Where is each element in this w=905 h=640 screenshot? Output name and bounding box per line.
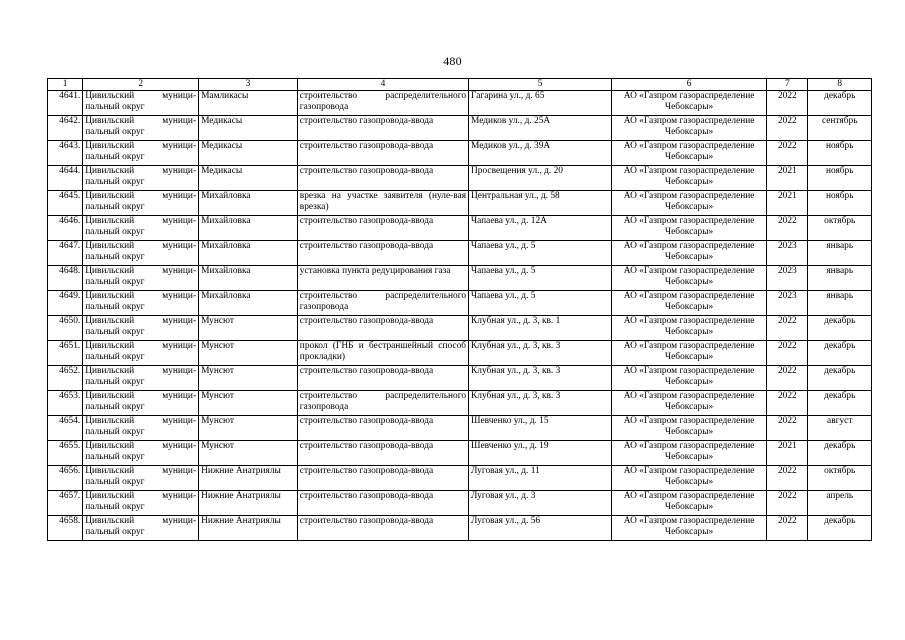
row-number-cell: 4645.	[48, 191, 83, 216]
organization-cell: АО «Газпром газораспределение Чебоксары»	[612, 491, 767, 516]
settlement-cell: Михайловка	[199, 216, 298, 241]
work-type-cell: строительство газопровода-ввода	[297, 316, 468, 341]
organization-cell: АО «Газпром газораспределение Чебоксары»	[612, 116, 767, 141]
address-cell: Медиков ул., д. 25А	[469, 116, 612, 141]
row-number-cell: 4646.	[48, 216, 83, 241]
address-cell: Клубная ул., д. 3, кв. 3	[469, 391, 612, 416]
district-cell: Цивильский муници-пальный округ	[83, 466, 199, 491]
row-number-cell: 4652.	[48, 366, 83, 391]
row-number-cell: 4647.	[48, 241, 83, 266]
address-cell: Луговая ул., д. 56	[469, 516, 612, 541]
organization-cell: АО «Газпром газораспределение Чебоксары»	[612, 266, 767, 291]
month-cell: ноябрь	[808, 191, 872, 216]
row-number-cell: 4657.	[48, 491, 83, 516]
table-row	[48, 391, 872, 416]
month-cell: декабрь	[808, 366, 872, 391]
month-cell: декабрь	[808, 391, 872, 416]
work-type-cell: строительство газопровода-ввода	[297, 141, 468, 166]
year-cell: 2022	[767, 216, 808, 241]
table-row	[48, 166, 872, 191]
work-type-cell: строительство газопровода-ввода	[297, 491, 468, 516]
work-type-cell: прокол (ГНБ и бестраншейный способ прокладки)	[297, 341, 468, 366]
organization-cell: АО «Газпром газораспределение Чебоксары»	[612, 466, 767, 491]
month-cell: декабрь	[808, 441, 872, 466]
table-body	[48, 91, 872, 541]
district-cell: Цивильский муници-пальный округ	[83, 391, 199, 416]
month-cell: сентябрь	[808, 116, 872, 141]
month-cell: декабрь	[808, 341, 872, 366]
page-number: 480	[443, 54, 462, 68]
address-cell: Чапаева ул., д. 5	[469, 291, 612, 316]
column-header: 1	[48, 79, 83, 91]
table-row	[48, 266, 872, 291]
district-cell: Цивильский муници-пальный округ	[83, 166, 199, 191]
district-cell: Цивильский муници-пальный округ	[83, 441, 199, 466]
year-cell: 2022	[767, 141, 808, 166]
settlement-cell: Мунсют	[199, 391, 298, 416]
gasification-table	[47, 78, 872, 541]
work-type-cell: строительство газопровода-ввода	[297, 241, 468, 266]
year-cell: 2021	[767, 441, 808, 466]
address-cell: Чапаева ул., д. 12А	[469, 216, 612, 241]
work-type-cell: строительство распределительного газопровода	[297, 291, 468, 316]
district-cell: Цивильский муници-пальный округ	[83, 141, 199, 166]
organization-cell: АО «Газпром газораспределение Чебоксары»	[612, 191, 767, 216]
month-cell: декабрь	[808, 316, 872, 341]
work-type-cell: строительство газопровода-ввода	[297, 216, 468, 241]
settlement-cell: Михайловка	[199, 266, 298, 291]
address-cell: Центральная ул., д. 58	[469, 191, 612, 216]
organization-cell: АО «Газпром газораспределение Чебоксары»	[612, 441, 767, 466]
district-cell: Цивильский муници-пальный округ	[83, 216, 199, 241]
organization-cell: АО «Газпром газораспределение Чебоксары»	[612, 141, 767, 166]
table-row	[48, 491, 872, 516]
organization-cell: АО «Газпром газораспределение Чебоксары»	[612, 366, 767, 391]
district-cell: Цивильский муници-пальный округ	[83, 341, 199, 366]
settlement-cell: Медикасы	[199, 166, 298, 191]
district-cell: Цивильский муници-пальный округ	[83, 516, 199, 541]
work-type-cell: врезка на участке заявителя (нуле-вая врезка)	[297, 191, 468, 216]
column-header: 7	[767, 79, 808, 91]
district-cell: Цивильский муници-пальный округ	[83, 116, 199, 141]
organization-cell: АО «Газпром газораспределение Чебоксары»	[612, 216, 767, 241]
work-type-cell: строительство газопровода-ввода	[297, 466, 468, 491]
month-cell: октябрь	[808, 466, 872, 491]
district-cell: Цивильский муници-пальный округ	[83, 416, 199, 441]
year-cell: 2022	[767, 116, 808, 141]
year-cell: 2022	[767, 466, 808, 491]
work-type-cell: строительство газопровода-ввода	[297, 441, 468, 466]
district-cell: Цивильский муници-пальный округ	[83, 366, 199, 391]
organization-cell: АО «Газпром газораспределение Чебоксары»	[612, 291, 767, 316]
month-cell: ноябрь	[808, 141, 872, 166]
year-cell: 2022	[767, 516, 808, 541]
column-header: 6	[612, 79, 767, 91]
settlement-cell: Михайловка	[199, 191, 298, 216]
address-cell: Луговая ул., д. 11	[469, 466, 612, 491]
year-cell: 2022	[767, 366, 808, 391]
work-type-cell: строительство распределительного газопровода	[297, 91, 468, 116]
work-type-cell: строительство распределительного газопровода	[297, 391, 468, 416]
work-type-cell: строительство газопровода-ввода	[297, 366, 468, 391]
column-header: 5	[469, 79, 612, 91]
row-number-cell: 4643.	[48, 141, 83, 166]
month-cell: октябрь	[808, 216, 872, 241]
settlement-cell: Мунсют	[199, 441, 298, 466]
district-cell: Цивильский муници-пальный округ	[83, 191, 199, 216]
table-row	[48, 116, 872, 141]
settlement-cell: Мамликасы	[199, 91, 298, 116]
address-cell: Медиков ул., д. 39А	[469, 141, 612, 166]
organization-cell: АО «Газпром газораспределение Чебоксары»	[612, 166, 767, 191]
table-row	[48, 366, 872, 391]
year-cell: 2021	[767, 166, 808, 191]
year-cell: 2022	[767, 316, 808, 341]
row-number-cell: 4651.	[48, 341, 83, 366]
district-cell: Цивильский муници-пальный округ	[83, 491, 199, 516]
table-row	[48, 191, 872, 216]
year-cell: 2023	[767, 291, 808, 316]
table-row	[48, 441, 872, 466]
work-type-cell: строительство газопровода-ввода	[297, 166, 468, 191]
year-cell: 2021	[767, 191, 808, 216]
address-cell: Клубная ул., д. 3, кв. 3	[469, 341, 612, 366]
district-cell: Цивильский муници-пальный округ	[83, 266, 199, 291]
year-cell: 2022	[767, 391, 808, 416]
district-cell: Цивильский муници-пальный округ	[83, 91, 199, 116]
work-type-cell: строительство газопровода-ввода	[297, 116, 468, 141]
table-row	[48, 341, 872, 366]
table-row	[48, 416, 872, 441]
month-cell: апрель	[808, 491, 872, 516]
month-cell: декабрь	[808, 91, 872, 116]
month-cell: ноябрь	[808, 166, 872, 191]
district-cell: Цивильский муници-пальный округ	[83, 316, 199, 341]
month-cell: декабрь	[808, 516, 872, 541]
address-cell: Гагарина ул., д. 65	[469, 91, 612, 116]
address-cell: Чапаева ул., д. 5	[469, 241, 612, 266]
work-type-cell: строительство газопровода-ввода	[297, 416, 468, 441]
row-number-cell: 4649.	[48, 291, 83, 316]
settlement-cell: Мунсют	[199, 316, 298, 341]
settlement-cell: Нижние Анатриялы	[199, 466, 298, 491]
settlement-cell: Медикасы	[199, 141, 298, 166]
column-header: 3	[199, 79, 298, 91]
row-number-cell: 4641.	[48, 91, 83, 116]
organization-cell: АО «Газпром газораспределение Чебоксары»	[612, 316, 767, 341]
row-number-cell: 4642.	[48, 116, 83, 141]
settlement-cell: Нижние Анатриялы	[199, 491, 298, 516]
row-number-cell: 4656.	[48, 466, 83, 491]
settlement-cell: Михайловка	[199, 241, 298, 266]
row-number-cell: 4648.	[48, 266, 83, 291]
table-row	[48, 241, 872, 266]
address-cell: Шевченко ул., д. 19	[469, 441, 612, 466]
year-cell: 2023	[767, 241, 808, 266]
settlement-cell: Михайловка	[199, 291, 298, 316]
table-row	[48, 516, 872, 541]
organization-cell: АО «Газпром газораспределение Чебоксары»	[612, 516, 767, 541]
row-number-cell: 4655.	[48, 441, 83, 466]
settlement-cell: Нижние Анатриялы	[199, 516, 298, 541]
month-cell: август	[808, 416, 872, 441]
row-number-cell: 4644.	[48, 166, 83, 191]
table-row	[48, 141, 872, 166]
district-cell: Цивильский муници-пальный округ	[83, 241, 199, 266]
address-cell: Клубная ул., д. 3, кв. 3	[469, 366, 612, 391]
year-cell: 2022	[767, 491, 808, 516]
address-cell: Клубная ул., д. 3, кв. 1	[469, 316, 612, 341]
organization-cell: АО «Газпром газораспределение Чебоксары»	[612, 91, 767, 116]
organization-cell: АО «Газпром газораспределение Чебоксары»	[612, 416, 767, 441]
table-row	[48, 291, 872, 316]
table-row	[48, 466, 872, 491]
address-cell: Луговая ул., д. 3	[469, 491, 612, 516]
work-type-cell: строительство газопровода-ввода	[297, 516, 468, 541]
settlement-cell: Медикасы	[199, 116, 298, 141]
year-cell: 2022	[767, 341, 808, 366]
district-cell: Цивильский муници-пальный округ	[83, 291, 199, 316]
row-number-cell: 4654.	[48, 416, 83, 441]
organization-cell: АО «Газпром газораспределение Чебоксары»	[612, 391, 767, 416]
year-cell: 2022	[767, 91, 808, 116]
month-cell: январь	[808, 291, 872, 316]
settlement-cell: Мунсют	[199, 416, 298, 441]
row-number-cell: 4650.	[48, 316, 83, 341]
column-number-row	[48, 79, 872, 91]
column-header: 4	[297, 79, 468, 91]
table-row	[48, 91, 872, 116]
work-type-cell: установка пункта редуцирования газа	[297, 266, 468, 291]
settlement-cell: Мунсют	[199, 341, 298, 366]
month-cell: январь	[808, 241, 872, 266]
address-cell: Чапаева ул., д. 5	[469, 266, 612, 291]
row-number-cell: 4653.	[48, 391, 83, 416]
organization-cell: АО «Газпром газораспределение Чебоксары»	[612, 341, 767, 366]
column-header: 8	[808, 79, 872, 91]
address-cell: Просвещения ул., д. 20	[469, 166, 612, 191]
year-cell: 2022	[767, 416, 808, 441]
table-row	[48, 316, 872, 341]
address-cell: Шевченко ул., д. 15	[469, 416, 612, 441]
row-number-cell: 4658.	[48, 516, 83, 541]
settlement-cell: Мунсют	[199, 366, 298, 391]
year-cell: 2023	[767, 266, 808, 291]
table-row	[48, 216, 872, 241]
organization-cell: АО «Газпром газораспределение Чебоксары»	[612, 241, 767, 266]
month-cell: январь	[808, 266, 872, 291]
column-header: 2	[83, 79, 199, 91]
